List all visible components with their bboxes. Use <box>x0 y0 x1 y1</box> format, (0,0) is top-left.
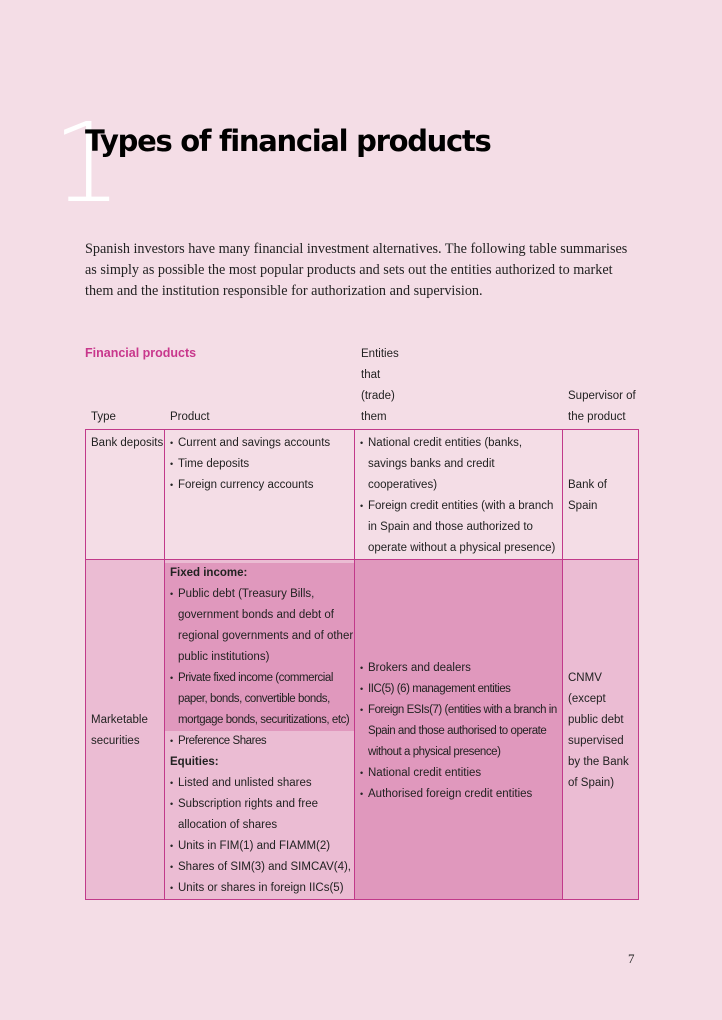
list-item: • Current and savings accounts <box>170 433 354 454</box>
list-item: • Authorised foreign credit entities <box>360 784 562 805</box>
list-item: • Foreign ESIs(7) (entities with a branch in Spain and those authorised to operate without a physical presence) <box>360 700 562 763</box>
list-item: • National credit entities <box>360 763 562 784</box>
header-supervisor: Supervisor of the product <box>568 390 636 423</box>
list-item: • Brokers and dealers <box>360 658 562 679</box>
fixed-income-heading: Fixed income: <box>170 567 248 579</box>
table-row <box>86 430 639 560</box>
list-item: • Preference Shares <box>170 731 354 752</box>
cell-entities <box>355 430 563 560</box>
list-item: • Foreign currency accounts <box>170 475 354 496</box>
cell-supervisor: CNMV (except public debt supervised by the Bank of Spain) <box>563 560 639 900</box>
section-title: Financial products <box>85 346 197 360</box>
list-item: • Units or shares in foreign IICs(5) <box>170 878 354 899</box>
list-item: • Listed and unlisted shares <box>170 773 354 794</box>
equities-heading: Equities: <box>170 756 219 768</box>
header-product: Product <box>170 411 210 423</box>
list-item: • IIC(5) (6) management entities <box>360 679 562 700</box>
cell-type: Marketable securities <box>86 560 165 900</box>
intro-paragraph: Spanish investors have many financial investment alternatives. The following table summarises as simply as possible the most popular products and sets out the entities authorized to market them and the institution responsible for authorization and supervision. <box>85 241 628 299</box>
cell-products <box>165 560 355 900</box>
financial-products-table <box>85 429 639 900</box>
list-item: • Foreign credit entities (with a branch in Spain and those authorized to operate without a physical presence) <box>360 496 562 559</box>
list-item: • Subscription rights and free allocation of shares <box>170 794 354 836</box>
cell-supervisor: Bank of Spain <box>563 430 639 560</box>
chapter-number: 1 <box>52 99 122 227</box>
page-title: Types of financial products <box>85 124 491 158</box>
table-row <box>86 560 639 900</box>
page-number: 7 <box>628 951 635 966</box>
header-type: Type <box>91 411 116 423</box>
cell-entities <box>355 560 563 900</box>
list-item: • Private fixed income (commercial paper, bonds, convertible bonds, mortgage bonds, securitizations, etc) <box>170 668 354 731</box>
list-item: • National credit entities (banks, savings banks and credit cooperatives) <box>360 433 562 496</box>
list-item: • Time deposits <box>170 454 354 475</box>
cell-products <box>165 430 355 560</box>
list-item: • Units in FIM(1) and FIAMM(2) <box>170 836 354 857</box>
header-entities: Entities that (trade) them <box>361 348 399 423</box>
fixed-income-block <box>165 563 354 731</box>
cell-type: Bank deposits <box>86 430 165 560</box>
list-item: • Shares of SIM(3) and SIMCAV(4), <box>170 857 354 878</box>
list-item: • Public debt (Treasury Bills, government bonds and debt of regional governments and of other public institutions) <box>170 584 354 668</box>
